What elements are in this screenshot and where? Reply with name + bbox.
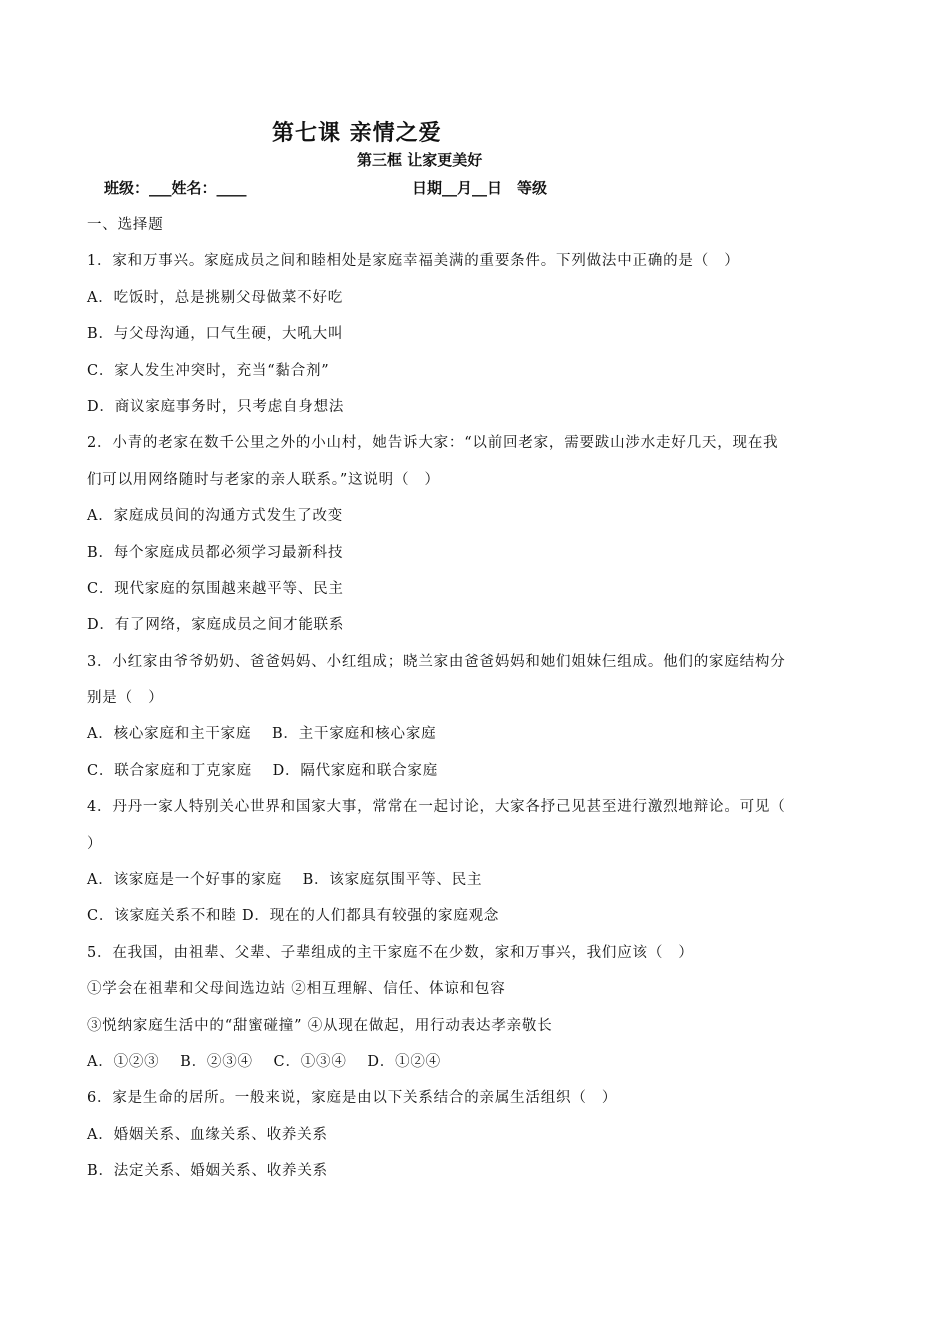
question-1-option-a: A．吃饭时，总是挑剔父母做菜不好吃 — [87, 289, 344, 306]
question-1-option-c: C．家人发生冲突时，充当“黏合剂” — [87, 362, 330, 379]
question-2-option-b: B．每个家庭成员都必须学习最新科技 — [87, 544, 344, 561]
question-1-option-b: B．与父母沟通，口气生硬，大吼大叫 — [87, 326, 344, 343]
question-5-statements-34: ③悦纳家庭生活中的“甜蜜碰撞” ④从现在做起，用行动表达孝亲敬长 — [87, 1017, 553, 1034]
question-5-options: A．①②③ B．②③④ C．①③④ D．①②④ — [87, 1053, 441, 1070]
question-1-option-d: D．商议家庭事务时，只考虑自身想法 — [87, 398, 345, 415]
lesson-title: 第七课 亲情之爱 — [272, 121, 442, 146]
question-3-options-cd: C．联合家庭和丁克家庭 D．隔代家庭和联合家庭 — [87, 762, 439, 779]
lesson-subtitle: 第三框 让家更美好 — [357, 151, 483, 169]
question-4-stem: 4．丹丹一家人特别关心世界和国家大事，常常在一起讨论，大家各抒己见甚至进行激烈地辩论。可见（ — [87, 799, 786, 816]
question-2-option-c: C．现代家庭的氛围越来越平等、民主 — [87, 580, 344, 597]
question-2-option-a: A．家庭成员间的沟通方式发生了改变 — [87, 508, 344, 525]
question-5-statements-12: ①学会在祖辈和父母间选边站 ②相互理解、信任、体谅和包容 — [87, 981, 506, 998]
question-6-option-a: A．婚姻关系、血缘关系、收养关系 — [87, 1126, 328, 1143]
question-4-stem-cont: ） — [87, 835, 103, 852]
question-3-stem: 3．小红家由爷爷奶奶、爸爸妈妈、小红组成；晓兰家由爸爸妈妈和她们姐妹仨组成。他们的家庭结构分 — [87, 653, 786, 670]
question-6-stem: 6．家是生命的居所。一般来说，家庭是由以下关系结合的亲属生活组织（ ） — [87, 1090, 618, 1107]
question-4-options-ab: A．该家庭是一个好事的家庭 B．该家庭氛围平等、民主 — [87, 872, 483, 889]
question-5-stem: 5．在我国，由祖辈、父辈、子辈组成的主干家庭不在少数，家和万事兴，我们应该（ ） — [87, 944, 694, 961]
question-3-options-ab: A．核心家庭和主干家庭 B．主干家庭和核心家庭 — [87, 726, 437, 743]
section-heading: 一、选择题 — [87, 217, 164, 233]
question-6-option-b: B．法定关系、婚姻关系、收养关系 — [87, 1163, 328, 1180]
question-content — [87, 210, 867, 1193]
question-1-stem: 1．家和万事兴。家庭成员之间和睦相处是家庭幸福美满的重要条件。下列做法中正确的是（ ） — [87, 253, 740, 270]
question-2-option-d: D．有了网络，家庭成员之间才能联系 — [87, 617, 345, 634]
class-name-fields: 班级：___姓名：____ — [104, 179, 247, 197]
question-4-options-cd: C．该家庭关系不和睦 D．现在的人们都具有较强的家庭观念 — [87, 908, 500, 925]
student-info-line — [104, 177, 864, 198]
date-grade-fields: 日期__月__日 等级 — [412, 179, 548, 197]
question-2-stem-cont: 们可以用网络随时与老家的亲人联系。”这说明（ ） — [87, 471, 440, 488]
question-3-stem-cont: 别是（ ） — [87, 690, 164, 707]
question-2-stem: 2．小青的老家在数千公里之外的小山村，她告诉大家：“以前回老家，需要跋山涉水走好几天，现在我 — [87, 435, 779, 452]
